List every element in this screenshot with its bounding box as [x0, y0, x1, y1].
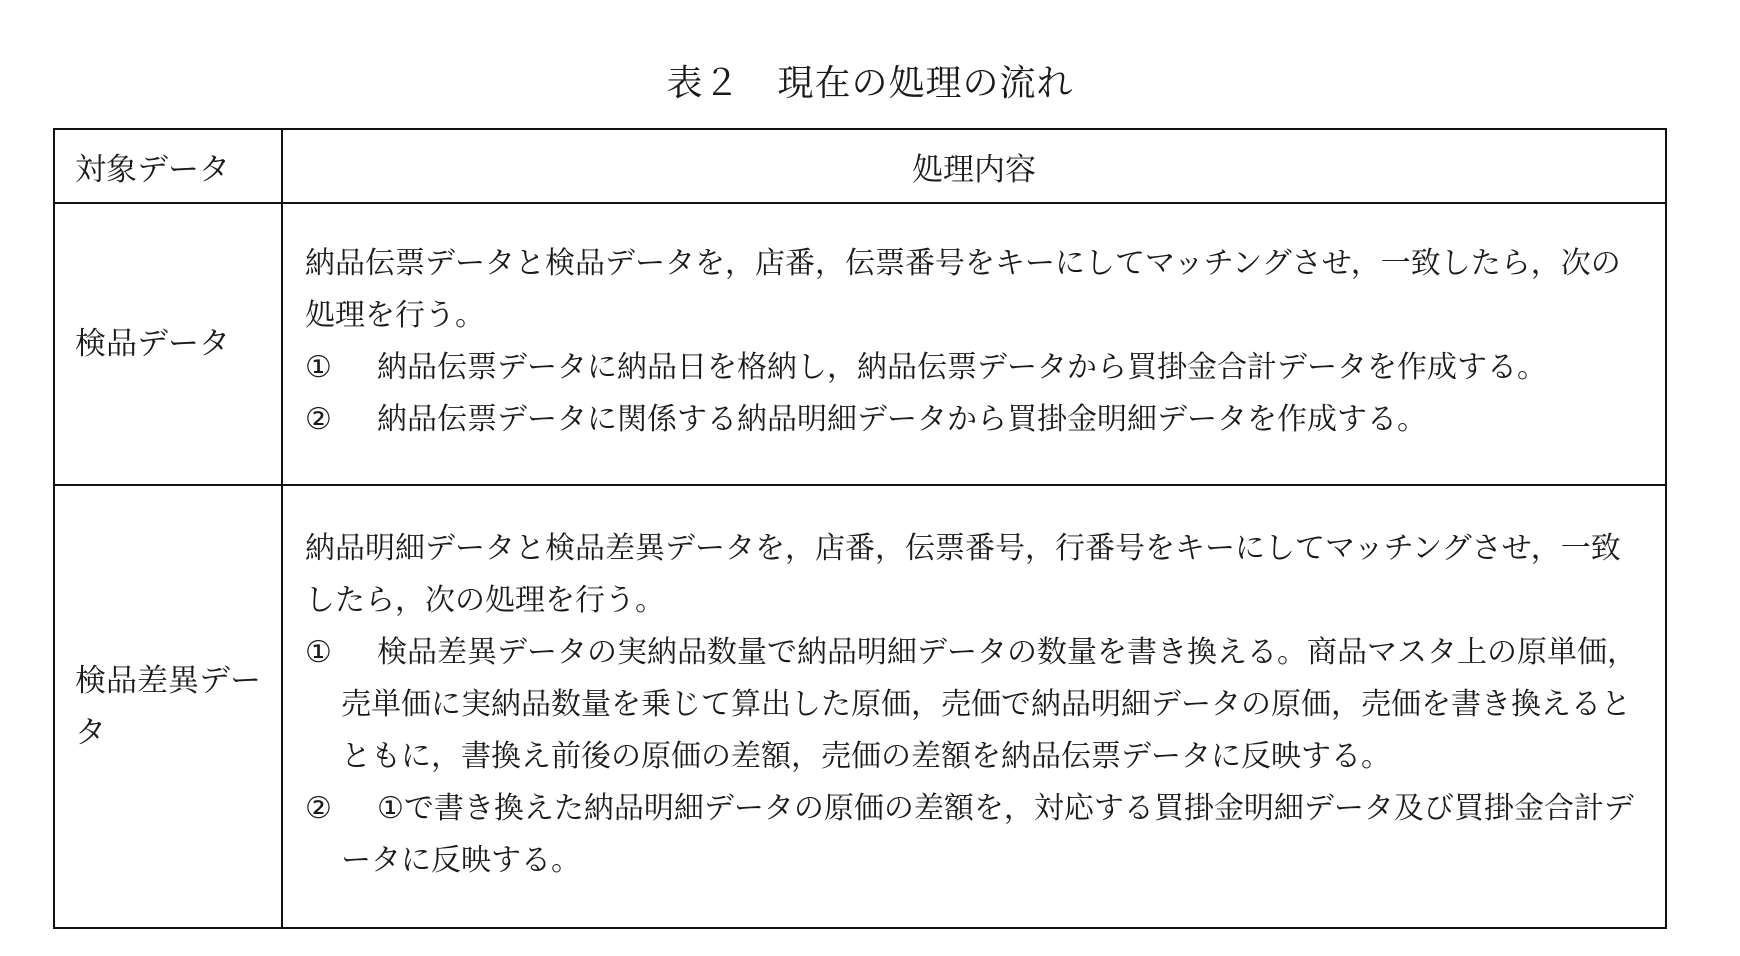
- table-header-row: [54, 129, 1666, 203]
- processing-step: [305, 394, 1645, 446]
- row-processing-content: [282, 485, 1666, 928]
- table-row: [54, 203, 1666, 485]
- table-title: 表２ 現在の処理の流れ: [666, 63, 1074, 104]
- step-marker: ②: [305, 790, 332, 826]
- row-processing-content: [282, 203, 1666, 485]
- processing-step: [305, 342, 1645, 394]
- header-processing-content: 処理内容: [282, 129, 1666, 203]
- processing-intro: 納品明細データと検品差異データを，店番，伝票番号，行番号をキーにしてマッチングさせ，一致したら，次の処理を行う。: [305, 530, 1621, 618]
- step-text: 納品伝票データに納品日を格納し，納品伝票データから買掛金合計データを作成する。: [377, 350, 1547, 385]
- processing-flow-table: [53, 128, 1667, 929]
- step-marker: ①: [305, 634, 332, 670]
- step-marker: ①: [305, 350, 332, 385]
- processing-step: [305, 627, 1645, 783]
- processing-intro: 納品伝票データと検品データを，店番，伝票番号をキーにしてマッチングさせ，一致したら，次の処理を行う。: [305, 246, 1621, 333]
- processing-step: [305, 783, 1645, 887]
- step-text: 検品差異データの実納品数量で納品明細データの数量を書き換える。商品マスタ上の原単価，売単価に実納品数量を乗じて算出した原価，売価で納品明細データの原価，売価を書き換えるとともに，書換え前後の原価の差額，売価の差額を納品伝票データに反映する。: [341, 634, 1637, 774]
- header-target-data: 対象データ: [54, 129, 282, 203]
- row-target-label: 検品差異データ: [54, 485, 282, 928]
- step-text: ①で書き換えた納品明細データの原価の差額を，対応する買掛金明細データ及び買掛金合計データに反映する。: [341, 790, 1634, 878]
- table-row: [54, 485, 1666, 928]
- row-target-label: 検品データ: [54, 203, 282, 485]
- step-text: 納品伝票データに関係する納品明細データから買掛金明細データを作成する。: [377, 402, 1427, 437]
- step-marker: ②: [305, 402, 332, 437]
